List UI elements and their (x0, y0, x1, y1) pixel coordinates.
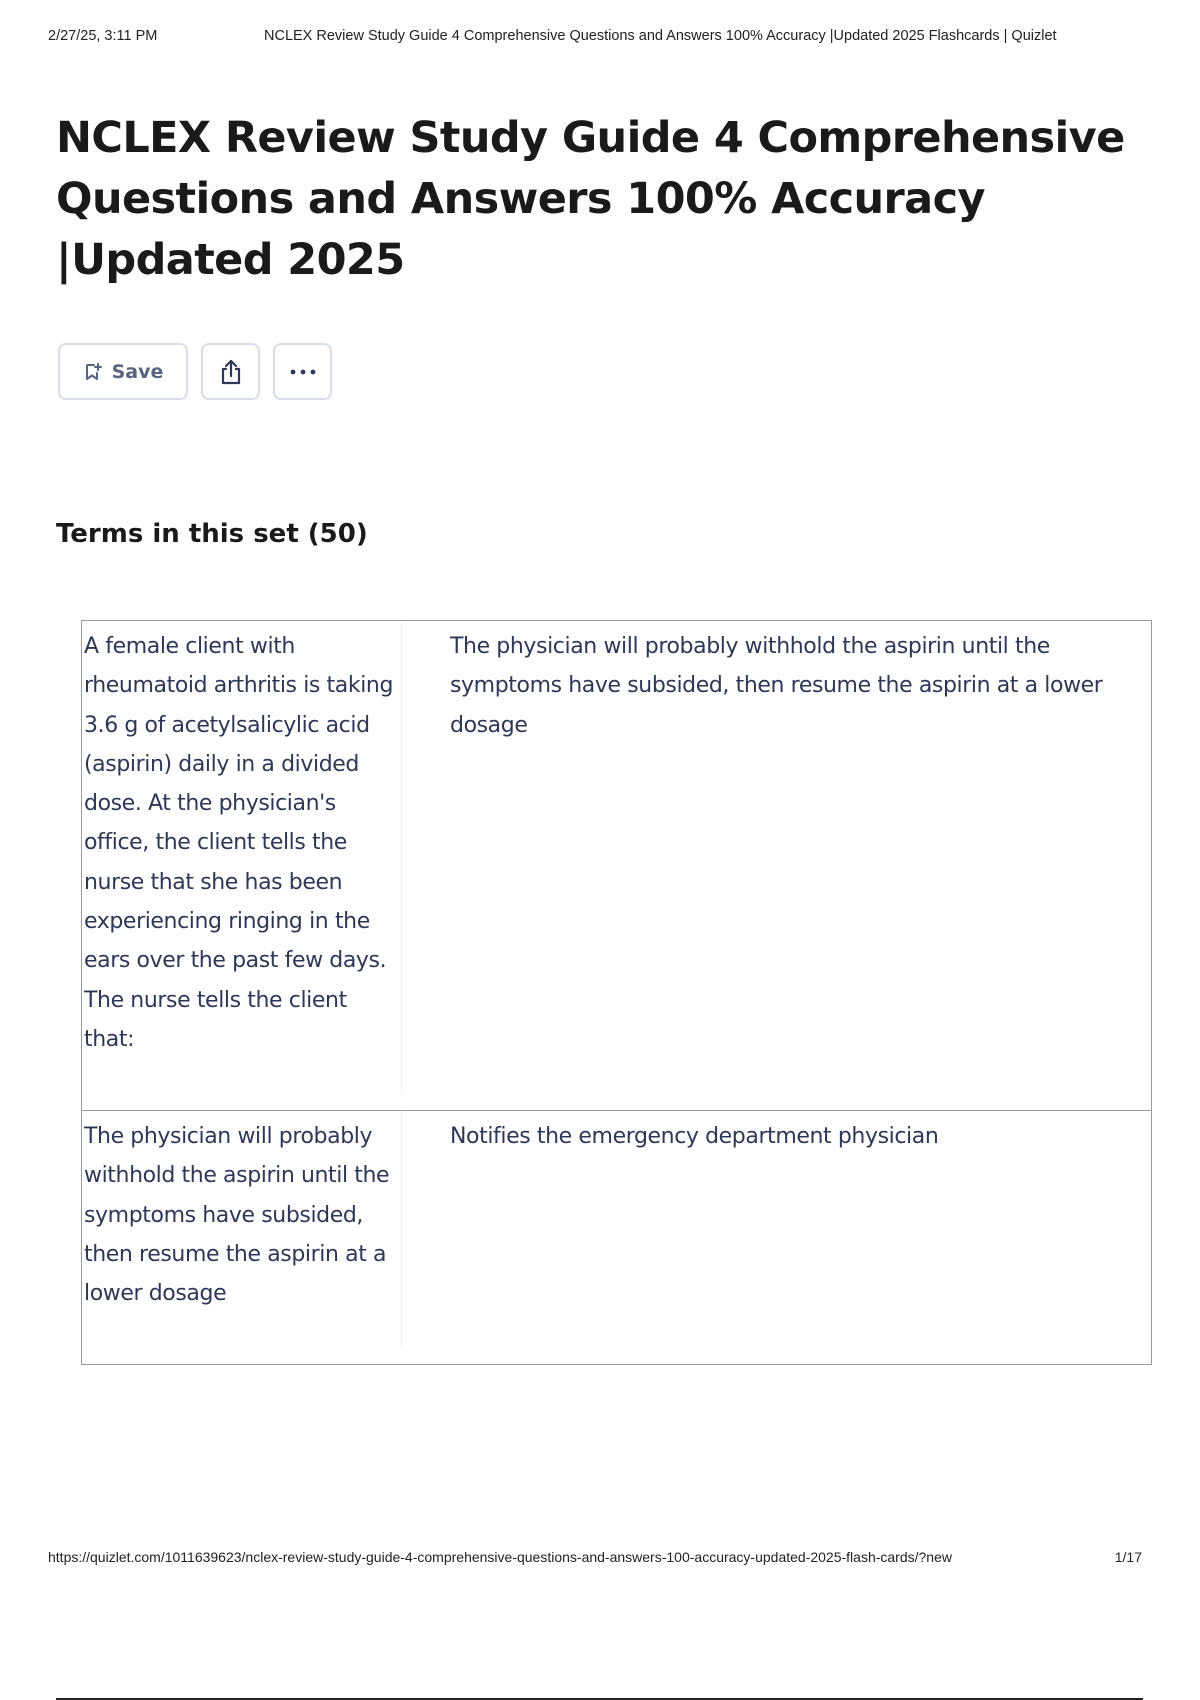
bookmark-add-icon (83, 362, 103, 382)
save-button-label: Save (111, 360, 164, 383)
page-number: 1/17 (1114, 1549, 1142, 1565)
term-text: The physician will probably withhold the aspirin until the symptoms have subsided, then resume the aspirin at a lower dosage (82, 1111, 402, 1348)
print-document-title: NCLEX Review Study Guide 4 Comprehensive Questions and Answers 100% Accuracy |Updated 2025 Flashcards | Quizlet (264, 28, 1057, 44)
more-horizontal-icon (289, 368, 317, 376)
share-upload-icon (216, 357, 246, 387)
terms-table (81, 620, 1152, 1365)
print-header (48, 28, 1152, 50)
terms-heading: Terms in this set (50) (56, 519, 368, 549)
term-row (82, 621, 1151, 1110)
print-url: https://quizlet.com/1011639623/nclex-review-study-guide-4-comprehensive-questions-and-answers-100-accuracy-updated-2025-flash-cards/?new (48, 1549, 952, 1565)
set-title: NCLEX Review Study Guide 4 Comprehensive Questions and Answers 100% Accuracy |Updated 2025 (56, 113, 1125, 285)
term-text: A female client with rheumatoid arthritis is taking 3.6 g of acetylsalicylic acid (aspirin) daily in a divided dose. At the physician's office, the client tells the nurse that she has been experiencing ringing in the ears over the past few days. The nurse tells the client that: (82, 621, 402, 1094)
print-footer (48, 1549, 1152, 1571)
save-button[interactable] (58, 343, 188, 400)
definition-text: The physician will probably withhold the aspirin until the symptoms have subsided, then resume the aspirin at a lower dosage (450, 634, 1103, 738)
share-button[interactable] (201, 343, 260, 400)
print-date: 2/27/25, 3:11 PM (48, 28, 158, 44)
more-options-button[interactable] (273, 343, 332, 400)
term-row (82, 1110, 1151, 1364)
definition-text: Notifies the emergency department physician (450, 1124, 939, 1149)
